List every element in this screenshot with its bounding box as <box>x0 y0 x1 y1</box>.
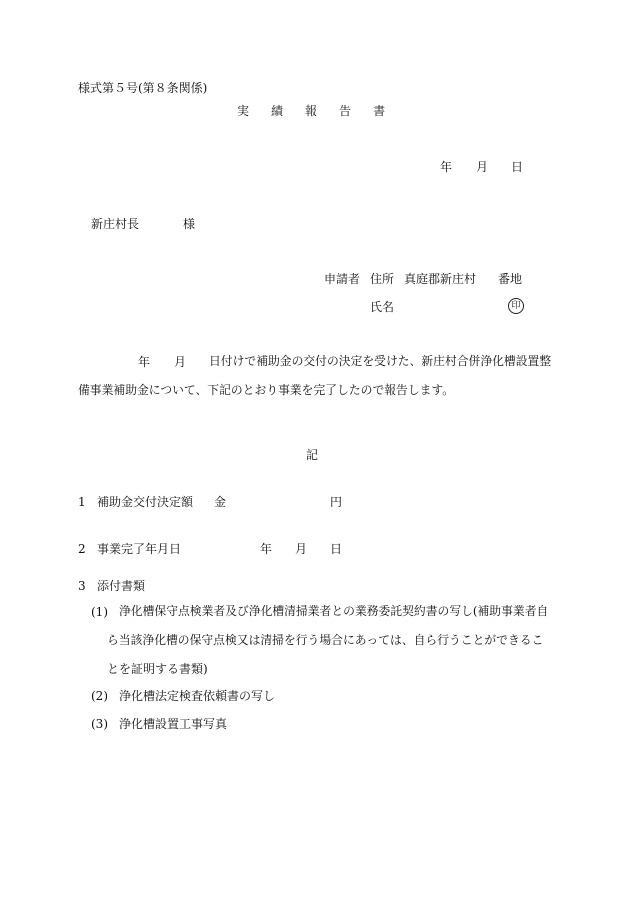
body-year: 年 <box>138 355 151 369</box>
document-title <box>237 105 385 117</box>
form-number: 様式第５号(第８条関係) <box>78 81 208 95</box>
item3-label: 添付書類 <box>97 579 146 593</box>
addressee-name: 新庄村長 <box>91 217 140 231</box>
ki-heading: 記 <box>306 448 319 462</box>
seal-icon <box>508 298 524 314</box>
seal-char: 印 <box>511 300 521 311</box>
date-year: 年 <box>440 160 453 174</box>
date-day: 日 <box>511 160 524 174</box>
title-char: 実 <box>237 104 250 118</box>
item2-day: 日 <box>330 542 343 556</box>
item1-number: 1 <box>78 495 86 509</box>
title-char: 報 <box>305 104 318 118</box>
item1-yen: 円 <box>330 495 343 509</box>
date-month: 月 <box>476 160 489 174</box>
name-label: 氏名 <box>370 300 395 314</box>
title-char: 告 <box>339 104 352 118</box>
applicant-label: 申請者 <box>324 272 361 286</box>
attachment-2-number: (2) <box>91 689 108 703</box>
item2-number: 2 <box>78 542 86 556</box>
attachment-1-number: (1) <box>91 605 108 619</box>
addressee-honorific: 様 <box>183 217 196 231</box>
body-line2: 備事業補助金について、下記のとおり事業を完了したので報告します。 <box>78 383 455 397</box>
item2-label: 事業完了年月日 <box>97 542 182 556</box>
attachment-1-line: とを証明する書類) <box>107 662 208 676</box>
title-char: 書 <box>373 104 386 118</box>
address-banchi: 番地 <box>498 272 523 286</box>
attachment-2-line: 浄化槽法定検査依頼書の写し <box>119 689 276 703</box>
body-line1: 日付けで補助金の交付の決定を受けた、新庄村合併浄化槽設置整 <box>209 354 552 368</box>
attachment-3-line: 浄化槽設置工事写真 <box>119 717 228 731</box>
address-label: 住所 <box>370 272 395 286</box>
body-month: 月 <box>174 355 187 369</box>
item1-label: 補助金交付決定額 <box>97 495 194 509</box>
attachment-3-number: (3) <box>91 717 108 731</box>
item2-month: 月 <box>295 542 308 556</box>
address-value: 真庭郡新庄村 <box>404 272 477 286</box>
title-char: 績 <box>271 104 284 118</box>
attachment-1-line: 浄化槽保守点検業者及び浄化槽清掃業者との業務委託契約書の写し(補助事業者自 <box>119 604 549 618</box>
attachment-1-line: ら当該浄化槽の保守点検又は清掃を行う場合にあっては、自ら行うことができるこ <box>107 633 544 647</box>
item1-kin: 金 <box>214 495 227 509</box>
item2-year: 年 <box>260 542 273 556</box>
item3-number: 3 <box>78 579 86 593</box>
